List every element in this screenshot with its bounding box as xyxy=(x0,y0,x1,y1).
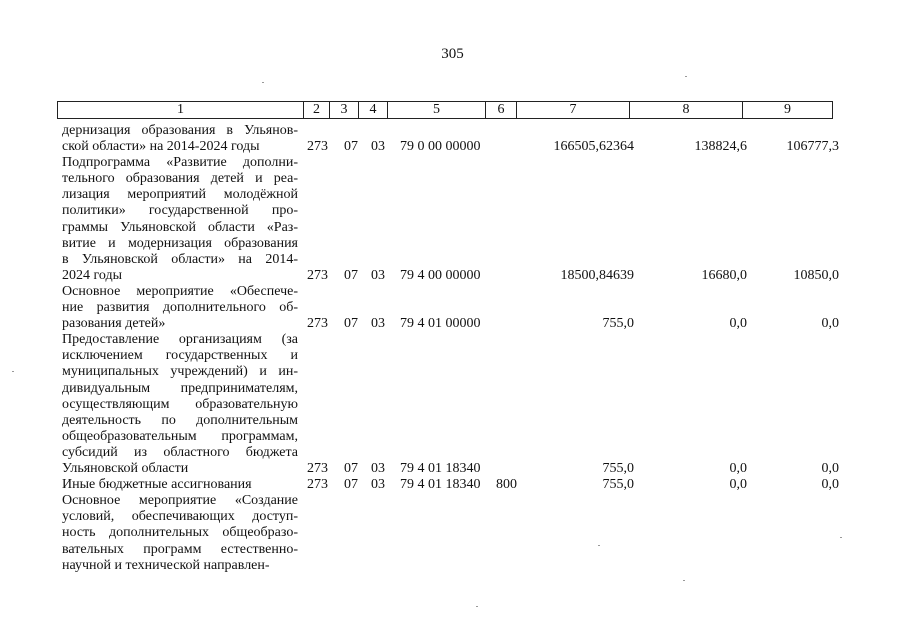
amount-year-3: 106777,3 xyxy=(786,139,839,155)
row-description xyxy=(62,493,298,573)
amount-year-1: 755,0 xyxy=(602,461,634,477)
description-line: осуществляющим образовательную xyxy=(62,396,298,412)
scan-speck xyxy=(840,537,842,538)
description-line: условий, обеспечивающих доступ- xyxy=(62,509,298,525)
description-line: исключением государственных и xyxy=(62,348,298,364)
description-line: деятельность по дополнительным xyxy=(62,412,298,428)
amount-year-2: 0,0 xyxy=(729,461,747,477)
section-code: 07 xyxy=(344,477,358,493)
column-number-header xyxy=(57,101,833,119)
description-line: ние развития дополнительного об- xyxy=(62,300,298,316)
ministry-code: 273 xyxy=(307,316,328,332)
ministry-code: 273 xyxy=(307,477,328,493)
expense-type-code: 800 xyxy=(496,477,517,493)
row-description xyxy=(62,332,298,477)
description-line: научной и технической направлен- xyxy=(62,557,270,573)
header-col-2: 2 xyxy=(304,102,330,119)
amount-year-1: 18500,84639 xyxy=(560,267,634,283)
description-line: Иные бюджетные ассигнования xyxy=(62,477,252,493)
amount-year-2: 16680,0 xyxy=(701,267,747,283)
target-article-code: 79 4 00 00000 xyxy=(400,267,481,283)
scan-speck xyxy=(683,580,685,581)
ministry-code: 273 xyxy=(307,139,328,155)
row-description xyxy=(62,123,298,155)
row-description xyxy=(62,477,298,493)
header-col-7: 7 xyxy=(517,102,630,119)
page-number: 305 xyxy=(441,46,464,62)
description-line: разования детей» xyxy=(62,316,166,332)
target-article-code: 79 4 01 00000 xyxy=(400,316,481,332)
ministry-code: 273 xyxy=(307,461,328,477)
description-line: дернизация образования в Ульянов- xyxy=(62,123,298,138)
header-col-6: 6 xyxy=(486,102,517,119)
description-line: Предоставление организациям (за xyxy=(62,332,298,348)
header-col-9: 9 xyxy=(743,102,833,119)
section-code: 07 xyxy=(344,316,358,332)
description-line: Ульяновской области xyxy=(62,461,189,477)
section-code: 07 xyxy=(344,139,358,155)
subsection-code: 03 xyxy=(371,139,385,155)
description-line: 2024 годы xyxy=(62,267,123,283)
subsection-code: 03 xyxy=(371,477,385,493)
scan-speck xyxy=(685,76,687,77)
subsection-code: 03 xyxy=(371,316,385,332)
header-col-5: 5 xyxy=(388,102,486,119)
description-line: в Ульяновской области» на 2014- xyxy=(62,251,298,267)
header-col-1: 1 xyxy=(58,102,304,119)
row-description xyxy=(62,284,298,332)
amount-year-2: 138824,6 xyxy=(694,139,747,155)
description-line: Основное мероприятие «Создание xyxy=(62,493,298,509)
description-line: ность дополнительных общеобразо- xyxy=(62,525,298,541)
description-line: вательных программ естественно- xyxy=(62,541,298,557)
header-col-8: 8 xyxy=(630,102,743,119)
amount-year-1: 755,0 xyxy=(602,477,634,493)
row-description xyxy=(62,155,298,284)
description-line: общеобразовательным программам, xyxy=(62,428,298,444)
subsection-code: 03 xyxy=(371,461,385,477)
target-article-code: 79 4 01 18340 xyxy=(400,477,481,493)
description-line: тельного образования детей и реа- xyxy=(62,171,298,187)
amount-year-3: 0,0 xyxy=(821,461,839,477)
description-line: дивидуальным предпринимателям, xyxy=(62,380,298,396)
section-code: 07 xyxy=(344,461,358,477)
description-line: ской области» на 2014-2024 годы xyxy=(62,139,260,155)
description-line: лизация мероприятий молодёжной xyxy=(62,187,298,203)
header-col-4: 4 xyxy=(359,102,388,119)
description-line: субсидий из областного бюджета xyxy=(62,444,298,460)
subsection-code: 03 xyxy=(371,267,385,283)
amount-year-2: 0,0 xyxy=(729,316,747,332)
amount-year-3: 10850,0 xyxy=(793,267,839,283)
description-line: граммы Ульяновской области «Раз- xyxy=(62,219,298,235)
section-code: 07 xyxy=(344,267,358,283)
scan-speck xyxy=(262,82,264,83)
scan-speck xyxy=(598,545,600,546)
scan-speck xyxy=(12,371,14,372)
description-line: муниципальных учреждений) и ин- xyxy=(62,364,298,380)
amount-year-1: 755,0 xyxy=(602,316,634,332)
target-article-code: 79 4 01 18340 xyxy=(400,461,481,477)
description-line: Основное мероприятие «Обеспече- xyxy=(62,284,298,299)
description-line: политики» государственной про- xyxy=(62,203,298,219)
amount-year-3: 0,0 xyxy=(821,316,839,332)
description-line: Подпрограмма «Развитие дополни- xyxy=(62,155,298,171)
target-article-code: 79 0 00 00000 xyxy=(400,139,481,155)
amount-year-2: 0,0 xyxy=(729,477,747,493)
amount-year-1: 166505,62364 xyxy=(553,139,634,155)
header-col-3: 3 xyxy=(330,102,359,119)
description-line: витие и модернизация образования xyxy=(62,235,298,251)
amount-year-3: 0,0 xyxy=(821,477,839,493)
scan-speck xyxy=(476,606,478,607)
ministry-code: 273 xyxy=(307,267,328,283)
